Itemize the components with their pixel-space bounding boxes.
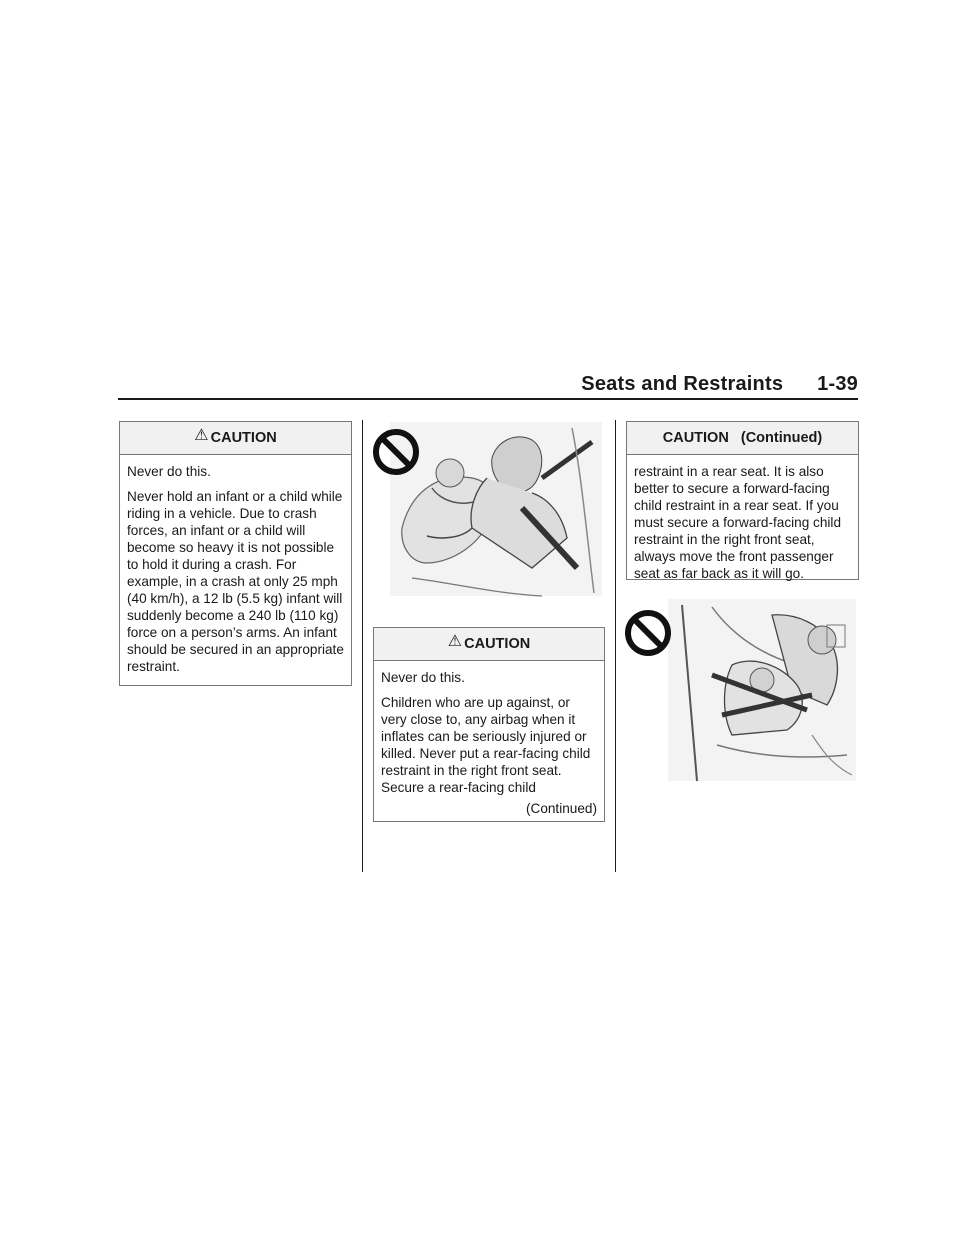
caution-header (120, 422, 351, 455)
caution-header (627, 422, 858, 455)
column-divider-right (615, 420, 616, 872)
page-number: 1-39 (817, 373, 858, 395)
header-rule (118, 398, 858, 400)
caution-box-infant (119, 421, 352, 686)
caution-para: Never do this. (127, 464, 211, 479)
caution-box-airbag (373, 627, 605, 822)
illustration-rear-facing-seat-front (622, 595, 858, 783)
caution-para: Never hold an infant or a child while riding in a vehicle. Due to crash forces, an infant or a child will become so heavy it is not possible to hold it during a crash. For example, in a crash at only 25 mph (40 km/h), a 12 lb (5.5 kg) infant will suddenly become a 240 lb (110 kg) force on a person’s arms. An infant should be secured in an appropriate restraint. (127, 489, 344, 674)
caution-box-continued (626, 421, 859, 580)
caution-body (374, 661, 604, 827)
section-title: Seats and Restraints (581, 373, 784, 395)
caution-title: CAUTION (210, 430, 277, 446)
caution-title: CAUTION (Continued) (662, 430, 823, 446)
caution-para: Never do this. (381, 670, 465, 685)
prohibition-icon (628, 613, 668, 653)
warning-triangle-icon: ⚠ (194, 427, 209, 444)
caution-header (374, 628, 604, 661)
page-header (118, 368, 858, 396)
caution-title: CAUTION (464, 636, 531, 652)
caution-para: Children who are up against, or very close to, any airbag when it inflates can be seriously injured or killed. Never put a rear-facing child restraint in the right front seat. Secure a rear-facing child (381, 695, 591, 795)
caution-body (120, 455, 351, 685)
caution-body (627, 455, 858, 592)
caution-para: restraint in a rear seat. It is also better to secure a forward-facing child restraint in a rear seat. If you must secure a forward-facing child restraint in the right front seat, always move the front passenger seat as far back as it will go. (634, 464, 842, 581)
column-divider-left (362, 420, 363, 872)
warning-triangle-icon: ⚠ (447, 633, 463, 650)
continued-note: (Continued) (525, 801, 597, 816)
illustration-adult-holding-infant (372, 418, 604, 600)
